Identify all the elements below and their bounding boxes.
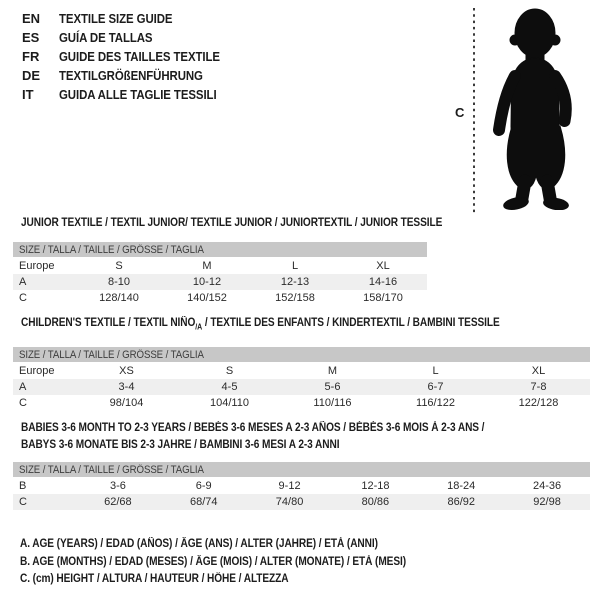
cell-value: 3-6 [109,480,126,492]
language-row [22,28,242,47]
table-size-header [13,462,590,477]
cell-value: 104/110 [210,397,249,410]
table-size-header [13,347,590,362]
table-size-header-label: SIZE / TALLA / TAILLE / GRÖSSE / TAGLIA [19,243,204,256]
table-row [13,395,590,411]
section-title-line: JUNIOR TEXTILE / TEXTIL JUNIOR/ TEXTILE JUNIOR / JUNIORTEXTIL / JUNIOR TESSILE [21,217,443,229]
baby-silhouette-icon [489,6,585,210]
size-table [13,347,590,411]
language-title: TEXTILGRÖßENFÜHRUNG [59,68,203,83]
language-row [22,9,242,28]
cell-value: 158/170 [363,292,403,304]
cell-value: L [291,260,299,272]
cell-value: 116/122 [416,397,455,410]
language-row [22,47,242,66]
cell-value: XS [119,365,134,378]
section-title [21,215,590,232]
cell-value: 3-4 [118,381,135,394]
size-table [13,462,590,510]
table-row [13,363,590,379]
table-size-header-label: SIZE / TALLA / TAILLE / GRÖSSE / TAGLIA [19,463,204,476]
language-title: GUIDE DES TAILLES TEXTILE [59,49,220,64]
language-title: GUÍA DE TALLAS [59,30,153,45]
cell-value: 6-9 [195,480,212,492]
table-size-header [13,242,427,257]
cell-value: 12-13 [280,276,310,288]
cell-value: S [115,260,123,272]
table-row [13,274,427,290]
language-row [22,85,242,104]
cell-value: 68/74 [189,496,218,508]
cell-value: 128/140 [99,292,139,304]
legend-note [20,571,459,589]
language-code: DE [22,68,41,83]
cell-value: 122/128 [518,397,559,410]
language-code: IT [22,87,34,102]
section-title-line: BABYS 3-6 MONATE BIS 2-3 JAHRE / BAMBINI 3-6 MESI A 2-3 ANNI [21,439,340,451]
cell-value: 6-7 [427,381,444,394]
section-title [21,315,590,335]
legend-note-text: A. AGE (YEARS) / EDAD (AÑOS) / ÂGE (ANS) / ALTER (JAHRE) / ETÀ (ANNI) [20,538,378,550]
row-label: Europe [19,365,55,378]
cell-value: 8-10 [107,276,131,288]
cell-value: 140/152 [187,292,227,304]
cell-value: 4-5 [221,381,238,394]
cell-value: 7-8 [530,381,547,394]
language-code: ES [22,30,40,45]
table-row [13,379,590,395]
section-junior [13,215,590,306]
legend-note [20,536,459,554]
section-title [21,420,590,454]
row-label: C [19,292,27,304]
cell-value: XL [376,260,390,272]
legend-note [20,554,459,572]
language-code: FR [22,49,40,64]
table-row [13,290,427,306]
cell-value: 9-12 [278,480,301,492]
section-babies [13,420,590,510]
cell-value: M [202,260,212,272]
cell-value: 110/116 [313,397,352,410]
cell-value: 80/86 [361,496,390,508]
row-label: B [19,480,27,492]
legend-notes [20,536,459,589]
table-size-header-label: SIZE / TALLA / TAILLE / GRÖSSE / TAGLIA [19,348,204,361]
cell-value: 62/68 [104,496,132,508]
height-measure-dashed-line [471,7,477,215]
section-title-line: BABIES 3-6 MONTH TO 2-3 YEARS / BEBÉS 3-6 MESES A 2-3 AÑOS / BÉBÉS 3-6 MOIS À 2-3 ANS / [21,422,485,434]
cell-value: XL [531,365,546,378]
language-title: GUIDA ALLE TAGLIE TESSILI [59,87,217,102]
section-children [13,315,590,411]
cell-value: 86/92 [447,496,475,508]
cell-value: 24-36 [532,480,562,492]
row-label: C [19,496,27,508]
cell-value: 5-6 [324,381,341,394]
row-label: A [19,276,27,288]
table-row [13,478,590,494]
cell-value: S [225,365,234,378]
table-row [13,494,590,510]
cell-value: 18-24 [447,480,476,492]
language-title: TEXTILE SIZE GUIDE [59,11,173,26]
cell-value: 152/158 [275,292,315,304]
row-label: A [19,381,27,394]
cell-value: 12-18 [361,480,390,492]
cell-value: 10-12 [192,276,222,288]
cell-value: M [327,365,338,378]
section-title-line: CHILDREN'S TEXTILE / TEXTIL $NIÑO_{/A}$ / TEXTILE DES ENFANTS / KINDERTEXTIL / BAMBINI TESSILE [21,317,500,332]
cell-value: 98/104 [109,397,144,410]
cell-value: 14-16 [368,276,398,288]
row-label: C [19,397,27,410]
size-table [13,242,427,306]
legend-note-text: C. (cm) HEIGHT / ALTURA / HAUTEUR / HÖHE / ALTEZZA [20,573,289,585]
language-code: EN [22,11,41,26]
legend-note-text: B. AGE (MONTHS) / EDAD (MESES) / ÂGE (MOIS) / ALTER (MONATE) / ETÀ (MESI) [20,555,407,568]
table-row [13,258,427,274]
height-measure-label: C [455,105,465,120]
cell-value: 92/98 [533,496,561,508]
cell-value: L [432,365,439,378]
language-row [22,66,242,85]
row-label: Europe [19,260,55,272]
cell-value: 74/80 [275,496,304,508]
language-list [22,9,242,104]
